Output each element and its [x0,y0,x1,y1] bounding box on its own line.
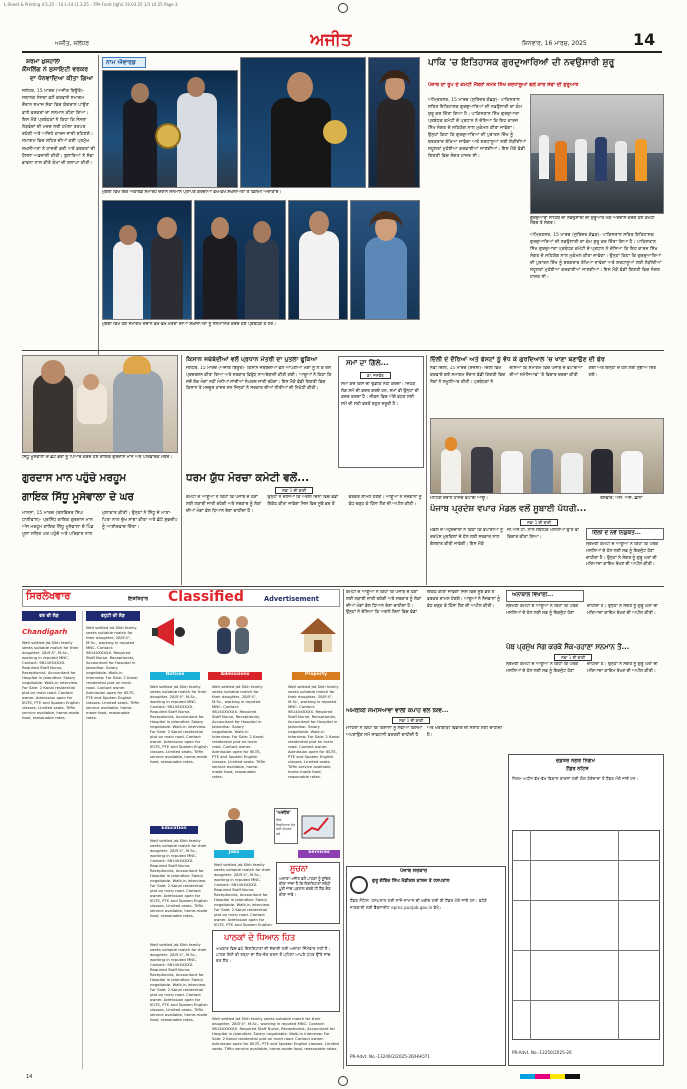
dharam-cont-tag: ਸਫ਼ਾ 1 ਦੀ ਬਾਕੀ [275,487,313,494]
masthead-date: ਸ਼ਿਨਵਾਰ, 16 ਮਾਰਚ, 2025 [522,40,587,47]
right-box-3-body: ਸ਼੍ਰੋਮਣੀ ਕਮੇਟੀ ਦੇ ਆਗੂਆਂ ਨੇ ਕਿਹਾ ਕਿ ਪੰਥਕ ਮਸਲਿਆਂ ਦੇ ਹੱਲ ਲਈ ਸਭ ਨੂੰ ਇਕਜੁੱਟ ਹੋਣਾ ਚਾਹੀਦਾ ਹੈ। ਉਨ੍ਹਾਂ ਨੇ ਸੰਗਤ ਨੂੰ ਗੁਰੂ ਘਰਾਂ ਦੀ ਮਰਿਆਦਾ ਕਾਇਮ ਰੱਖਣ ਦੀ ਅਪੀਲ ਕੀਤੀ। [506,662,658,674]
notice-table-row-4 [512,1000,660,1001]
delhi-caption-right: ਤਸਵੀਰ: ਐਸ. ਐਸ. ਛੀਨਾ [600,496,643,501]
right-notice-title: ਦਫ਼ਤਰ ਨਗਰ ਨਿਗਮ [556,758,595,764]
cls-tag-admissions: Admissions [208,672,262,680]
megaphone-icon [150,612,192,654]
left-story-headline-2: ਕੌਂਸਲਿੰਗ ਨੇ ਸੁਸਾਇਟੀ ਵਰਕਰ [22,66,89,73]
dharam-headline: ਧਰਮ ਯੁੱਧ ਮੋਰਚਾ ਕਮੇਟੀ ਵਲੋਂ... [186,472,310,484]
awards-tag-text: ਨਾਮ ਐਵਾਰਡ [106,59,136,66]
gurdas-headline-1: ਗੁਰਦਾਸ ਮਾਨ ਪਹੁੰਚੇ ਮਰਹੂਮ [22,472,127,484]
cls-column-9: Well settled Jat Sikh family seeks suitable match for their daughter, 28/5'4", M.Sc., working in reputed MNC. Contact: 98140XXXXX. Required Staff Nurse, Receptionist, Accountant for Hospital in Jalandhar. Salary negotiable. Walk-in interview. For Sale: 2 Kanal residential plot on main road. Contact owner. Admission open for IELTS, PTE and Spoken English classes. Limited seats. Tiffin service available, home-made food, reasonable rates. [212,1016,339,1051]
cls-column-1: Well settled Jat Sikh family seeks suitable match for their daughter, 28/5'4", M.Sc., working in reputed MNC. Contact: 98140XXXXX. Required Staff Nurse, Receptionist, Accountant for Hospital in Jalandhar. Salary negotiable. Walk-in interview. For Sale: 2 Kanal residential plot on main road. Contact owner. Admission open for IELTS, PTE and Spoken English classes. Limited seats. Tiffin service available, home-made food, reasonable rates. [22,640,80,720]
cls-tag-notices: Notices [150,672,200,680]
right-notice-body: ਨਿਗਮ ਅਧੀਨ ਵੱਖ-ਵੱਖ ਵਿਕਾਸ ਕਾਰਜਾਂ ਲਈ ਯੋਗ ਠੇਕੇਦਾਰਾਂ ਤੋਂ ਟੈਂਡਰ ਮੰਗੇ ਜਾਂਦੇ ਹਨ। [512,776,639,781]
masthead-logo: ਅਜੀਤ [310,30,352,50]
right-box-3-cont: ਸਫ਼ਾ 1 ਦੀ ਬਾਕੀ [554,654,592,661]
registration-mark-bottom [338,1076,348,1086]
govt-notice-body: ਟੈਂਡਰ ਨੋਟਿਸ: ਹਸਪਤਾਲ ਲਈ ਸਾਜ਼ੋ-ਸਾਮਾਨ ਦੀ ਖ਼ਰੀਦ ਲਈ ਈ-ਟੈਂਡਰ ਮੰਗੇ ਜਾਂਦੇ ਹਨ। ਵਧੇਰੇ ਜਾਣਕਾਰੀ ਲਈ ਵੈੱਬਸਾਈਟ eproc.punjab.gov.in ਵੇਖੋ। [350,898,487,910]
footer-page-left: 14 [26,1074,33,1080]
award-photo-4 [102,200,192,320]
businessman-icon [214,806,254,846]
column-box-body: ਸਮਾਂ ਕਦੇ ਕਿਸੇ ਦੀ ਉਡੀਕ ਨਹੀਂ ਕਰਦਾ। ਜਿਹੜੇ ਲੋਕ ਸਮੇਂ ਦੀ ਕਦਰ ਕਰਦੇ ਹਨ, ਸਮਾਂ ਵੀ ਉਨ੍ਹਾਂ ਦੀ ਕਦਰ ਕਰਦਾ ਹੈ। ਜੀਵਨ ਵਿਚ ਅੱਗੇ ਵਧਣ ਲਈ ਸਮੇਂ ਦੀ ਸਹੀ ਵਰਤੋਂ ਬਹੁਤ ਜ਼ਰੂਰੀ ਹੈ। [341,382,419,407]
pak-story-headline: ਪਾਕਿ 'ਚ ਇਤਿਹਾਸਕ ਗੁਰਦੁਆਰਿਆਂ ਦੀ ਨਵਉਸਾਰੀ ਸ਼ੁਰੂ [428,57,615,68]
cls-column-4: Well settled Jat Sikh family seeks suitable match for their daughter, 28/5'4", M.Sc., working in reputed MNC. Contact: 98140XXXXX. Required Staff Nurse, Receptionist, Accountant for Hospital in Jalandhar. Salary negotiable. Walk-in interview. For Sale: 2 Kanal residential plot on main road. Contact owner. Admission open for IELTS, PTE and Spoken English classes. Limited seats. Tiffin service available, home-made food, reasonable rates. [212,684,266,779]
punjab-cont-tag: ਸਫ਼ਾ 1 ਦੀ ਬਾਕੀ [520,519,558,526]
suchna-title: ਸੂਚਨਾ [290,864,309,873]
cls-tag-jobs: Jobs [214,850,254,858]
cls-column-5: Well settled Jat Sikh family seeks suitable match for their daughter, 28/5'4", M.Sc., working in reputed MNC. Contact: 98140XXXXX. Required Staff Nurse, Receptionist, Accountant for Hospital in Jalandhar. Salary negotiable. Walk-in interview. For Sale: 2 Kanal residential plot on main road. Contact owner. Admission open for IELTS, PTE and Spoken English classes. Limited seats. Tiffin service available, home-made food, reasonable rates. [288,684,340,779]
cls-div-1 [82,611,83,1069]
award-photo-2 [240,57,366,188]
ajit-contact-body: ਵਿਚ ਇਸ਼ਤਿਹਾਰ ਦੇਣ ਲਈ ਸੰਪਰਕ ਕਰੋ [276,818,296,836]
column-box-title: ਸਮਾਂ ਦਾ ਗਿੱਲੇ... [346,359,389,367]
pathka-body: ਅਖ਼ਬਾਰ ਵਿਚ ਛਪੇ ਇਸ਼ਤਿਹਾਰਾਂ ਦੀ ਸੱਚਾਈ ਲਈ ਅਦਾਰਾ ਜ਼ਿੰਮੇਵਾਰ ਨਹੀਂ ਹੈ। ਪਾਠਕ ਕਿਸੇ ਵੀ ਤਰ੍ਹਾਂ ਦਾ ਲੈਣ-ਦੇਣ ਕਰਨ ਤੋਂ ਪਹਿਲਾਂ ਆਪਣੇ ਪੱਧਰ ਉੱਤੇ ਜਾਂਚ ਕਰ ਲੈਣ। [216,946,331,964]
masthead-left-label: ਅਜੀਤ, ਜਲੰਧਰ [55,40,90,47]
page-number: 14 [633,30,656,49]
color-bar [520,1074,580,1079]
right-notice-ref: PR-Advt. No.-13250/2025-26 [512,1050,572,1055]
classified-punjabi-label: ਸਿਰਲੇਖਵਾਰ [26,591,71,602]
award-photo-3 [368,57,420,188]
award-photo-1 [102,70,238,188]
punjab-body: ਮੰਡਲ ਦੇ ਅਹੁਦੇਦਾਰਾਂ ਨੇ ਕਿਹਾ ਕਿ ਵਪਾਰੀਆਂ ਨੂੰ ਦਰਪੇਸ਼ ਮੁਸ਼ਕਿਲਾਂ ਦੇ ਹੱਲ ਲਈ ਸਰਕਾਰ ਨਾਲ ਗੱਲਬਾਤ ਕੀਤੀ ਜਾਵੇਗੀ। ਇਸ ਮੌਕੇ ਜੀ.ਐਸ.ਟੀ. ਨਾਲ ਸਬੰਧਿਤ ਮਸਲਿਆਂ ਉੱਤੇ ਵੀ ਵਿਚਾਰ ਕੀਤਾ ਗਿਆ। [430,528,579,547]
govt-notice-header: ਪੰਜਾਬ ਸਰਕਾਰ [400,868,428,874]
left-story-body: ਜਲੰਧਰ, 15 ਮਾਰਚ (ਅਜੀਤ ਬਿਊਰੋ)- ਸਥਾਨਕ ਸੰਸਥਾ ਵਲੋਂ ਕਰਵਾਏ ਸਮਾਗਮ ਦੌਰਾਨ ਸਮਾਜ ਸੇਵਾ ਵਿਚ ਯੋਗਦਾਨ ਪਾਉਣ ਵਾਲੇ ਵਰਕਰਾਂ ਦਾ ਸਨਮਾਨ ਕੀਤਾ ਗਿਆ। ਇਸ ਮੌਕੇ ਪ੍ਰਬੰਧਕਾਂ ਨੇ ਕਿਹਾ ਕਿ ਸੰਸਥਾ ਲੋੜਵੰਦਾਂ ਦੀ ਮਦਦ ਲਈ ਹਮੇਸ਼ਾ ਤਤਪਰ ਰਹੇਗੀ ਅਤੇ ਅਜਿਹੇ ਕਾਰਜ ਜਾਰੀ ਰਹਿਣਗੇ। ਸਮਾਗਮ ਵਿਚ ਸ਼ਹਿਰ ਦੀਆਂ ਕਈ ਪ੍ਰਮੁੱਖ ਸ਼ਖ਼ਸੀਅਤਾਂ ਨੇ ਹਾਜ਼ਰੀ ਭਰੀ ਅਤੇ ਵਰਕਰਾਂ ਦੀ ਹੌਸਲਾ ਅਫ਼ਜ਼ਾਈ ਕੀਤੀ। ਬੁਲਾਰਿਆਂ ਨੇ ਸੇਵਾ ਭਾਵਨਾ ਨਾਲ ਕੀਤੇ ਕੰਮਾਂ ਦੀ ਸ਼ਲਾਘਾ ਕੀਤੀ। [22,89,95,167]
cls-column-3: Well settled Jat Sikh family seeks suitable match for their daughter, 28/5'4", M.Sc., working in reputed MNC. Contact: 98140XXXXX. Required Staff Nurse, Receptionist, Accountant for Hospital in Jalandhar. Salary negotiable. Walk-in interview. For Sale: 2 Kanal residential plot on main road. Contact owner. Admission open for IELTS, PTE and Spoken English classes. Limited seats. Tiffin service available, home-made food, reasonable rates. [150,684,208,764]
column-box-subtitle: ਡਾ. ਜਸਵੰਤ [360,372,391,379]
cls-tag-property: Property [292,672,340,680]
cls-tag-services: Services [298,850,340,858]
cls-column-7: Well settled Jat Sikh family seeks suitable match for their daughter, 28/5'4", M.Sc., working in reputed MNC. Contact: 98140XXXXX. Required Staff Nurse, Receptionist, Accountant for Hospital in Jalandhar. Salary negotiable. Walk-in interview. For Sale: 2 Kanal residential plot on main road. Contact owner. Admission open for IELTS, PTE and Spoken English [214,862,272,926]
right-box-2-text: ਅਨਾਥਾਲੇ ਵਿਖਾਈ... [512,592,554,598]
punjab-headline: ਪੰਜਾਬ ਪ੍ਰਦੇਸ਼ ਵਪਾਰ ਮੰਡਲ ਵਲੋਂ ਸੂਬਾਈ ਪੱਧਰੀ... [430,504,587,514]
cls-column-8: Well settled Jat Sikh family seeks suitable match for their daughter, 28/5'4", M.Sc., working in reputed MNC. Contact: 98140XXXXX. Required Staff Nurse, Receptionist, Accountant for Hospital in Jalandhar. Salary negotiable. Walk-in interview. For Sale: 2 Kanal residential plot on main road. Contact owner. Admission open for IELTS, PTE and Spoken English classes. Limited seats. Tiffin service available, home-made food, reasonable rates. [150,942,208,1022]
gurdas-headline-2: ਗਾਇਕ ਸਿੱਧੂ ਮੂਸੇਵਾਲਾ ਦੇ ਘਰ [22,491,134,503]
right-box-3-headline: ਪੰਥ ਪ੍ਰਮੁੱਖ ਸੰਗ ਕਰਕੇ ਸੈਕ-ਰਹਾਣਾ ਸਨਮਾਨ ਤੋਂ... [506,643,630,651]
pak-story-caption: ਗੁਰਦੁਆਰਾ ਸਾਹਿਬ ਦੀ ਨਵਉਸਾਰੀ ਦੀ ਸ਼ੁਰੂਆਤ ਮੌਕੇ ਅਰਦਾਸ ਕਰਦੇ ਹੋਏ ਕਮੇਟੀ ਮੈਂਬਰ ਤੇ ਸੰਗਤ। [530,216,655,227]
right-notice-subtitle: ਟੈਂਡਰ ਨੋਟਿਸ [566,766,589,772]
classified-title: Classified [168,589,244,605]
right-box-1-body: ਸ਼੍ਰੋਮਣੀ ਕਮੇਟੀ ਦੇ ਆਗੂਆਂ ਨੇ ਕਿਹਾ ਕਿ ਪੰਥਕ ਮਸਲਿਆਂ ਦੇ ਹੱਲ ਲਈ ਸਭ ਨੂੰ ਇਕਜੁੱਟ ਹੋਣਾ ਚਾਹੀਦਾ ਹੈ। ਉਨ੍ਹਾਂ ਨੇ ਸੰਗਤ ਨੂੰ ਗੁਰੂ ਘਰਾਂ ਦੀ ਮਰਿਆਦਾ ਕਾਇਮ ਰੱਖਣ ਦੀ ਅਪੀਲ ਕੀਤੀ। [586,542,659,568]
notice-table [512,830,660,1040]
govt-notice-ref: PR-Advt. No.-13249/2/2025-26/HHO71 [350,1054,431,1059]
middle-story-body: ਜਲੰਧਰ, 15 ਮਾਰਚ (ਅਜੀਤ ਬਿਊਰੋ)- ਕਿਸਾਨ ਜਥੇਬੰਦੀਆਂ ਵਲੋਂ ਆਪਣੀਆਂ ਮੰਗਾਂ ਨੂੰ ਲੈ ਕੇ ਰੋਸ ਪ੍ਰਦਰਸ਼ਨ ਕੀਤਾ ਗਿਆ ਅਤੇ ਸਰਕਾਰ ਵਿਰੁੱਧ ਨਾਅਰੇਬਾਜ਼ੀ ਕੀਤੀ ਗਈ। ਆਗੂਆਂ ਨੇ ਕਿਹਾ ਕਿ ਜਦੋਂ ਤੱਕ ਮੰਗਾਂ ਨਹੀਂ ਮੰਨੀਆਂ ਜਾਂਦੀਆਂ ਸੰਘਰਸ਼ ਜਾਰੀ ਰਹੇਗਾ। ਇਸ ਮੌਕੇ ਵੱਡੀ ਗਿਣਤੀ ਵਿਚ ਕਿਸਾਨ ਤੇ ਮਜ਼ਦੂਰ ਹਾਜ਼ਰ ਸਨ ਜਿਨ੍ਹਾਂ ਨੇ ਸਰਕਾਰ ਦੀਆਂ ਨੀਤੀਆਂ ਦੀ ਨਿਖੇਧੀ ਕੀਤੀ। [186,366,332,392]
registration-mark-top [338,3,348,13]
america-cont-tag: ਸਫ਼ਾ 1 ਦੀ ਬਾਕੀ [392,717,430,724]
pak-story-body: ਅੰਮ੍ਰਿਤਸਰ, 15 ਮਾਰਚ (ਸੁਰਿੰਦਰ ਕੋਛੜ)- ਪਾਕਿਸਤਾਨ ਸਥਿਤ ਇਤਿਹਾਸਕ ਗੁਰਦੁਆਰਿਆਂ ਦੀ ਨਵਉਸਾਰੀ ਦਾ ਕੰਮ ਸ਼ੁਰੂ ਕਰ ਦਿੱਤਾ ਗਿਆ ਹੈ। ਪਾਕਿਸਤਾਨ ਸਿੱਖ ਗੁਰਦੁਆਰਾ ਪ੍ਰਬੰਧਕ ਕਮੇਟੀ ਦੇ ਪ੍ਰਧਾਨ ਨੇ ਦੱਸਿਆ ਕਿ ਇਹ ਕਾਰਜ ਸਿੱਖ ਸੰਗਤ ਦੇ ਸਹਿਯੋਗ ਨਾਲ ਮੁਕੰਮਲ ਕੀਤਾ ਜਾਵੇਗਾ। ਉਨ੍ਹਾਂ ਕਿਹਾ ਕਿ ਗੁਰਦੁਆਰਿਆਂ ਦੀ ਪੁਰਾਤਨ ਦਿੱਖ ਨੂੰ ਬਰਕਰਾਰ ਰੱਖਿਆ ਜਾਵੇਗਾ ਅਤੇ ਸ਼ਰਧਾਲੂਆਂ ਲਈ ਲੋੜੀਂਦੀਆਂ ਸਹੂਲਤਾਂ ਮੁਹੱਈਆ ਕਰਵਾਈਆਂ ਜਾਣਗੀਆਂ। ਇਸ ਮੌਕੇ ਵੱਡੀ ਗਿਣਤੀ ਵਿਚ ਸੰਗਤ ਹਾਜ਼ਰ ਸੀ। [428,98,526,159]
middle-story-headline: ਕਿਸਾਨ ਜਥੇਬੰਦੀਆਂ ਵਲੋਂ ਪ੍ਰਧਾਨ ਮੰਤਰੀ ਦਾ ਪੁਤਲਾ ਫੂਕਿਆ [186,356,318,363]
notice-table-row-2 [512,900,660,901]
classified-sub-label: ਇਸ਼ਤਿਹਾਰ [128,596,149,602]
america-body: ਮਾਹਿਰਾਂ ਨੇ ਕਿਹਾ ਕਿ ਕਿਸਾਨਾਂ ਨੂੰ ਨਵੀਆਂ ਕਿਸਮਾਂ ਅਪਣਾਉਣ ਸਮੇਂ ਸਾਵਧਾਨੀ ਵਰਤਣੀ ਚਾਹੀਦੀ ਹੈ ਅਤੇ ਖੇਤੀਬਾੜੀ ਵਿਭਾਗ ਦੀ ਸਲਾਹ ਲੈਣੀ ਚਾਹੀਦੀ ਹੈ। [346,726,502,738]
cls-header-1-text: ਵਰ ਦੀ ਲੋੜ [39,614,59,619]
delhi-caption-left: ਮੀਟਿੰਗ ਦੌਰਾਨ ਹਾਜ਼ਰ ਵਪਾਰੀ ਆਗੂ। [430,496,488,501]
gurdas-photo [22,355,178,453]
delhi-photo [430,418,664,494]
govt-notice-logo [350,876,368,894]
cls-column-6: Well settled Jat Sikh family seeks suitable match for their daughter, 28/5'4", M.Sc., working in reputed MNC. Contact: 98140XXXXX. Required Staff Nurse, Receptionist, Accountant for Hospital in Jalandhar. Salary negotiable. Walk-in interview. For Sale: 2 Kanal residential plot on main road. Contact owner. Admission open for IELTS, PTE and Spoken English classes. Limited seats. Tiffin service available, home-made food, reasonable rates. [150,838,208,918]
govt-notice-title: ਗੁਰੂ ਗੋਬਿੰਦ ਸਿੰਘ ਮੈਡੀਕਲ ਕਾਲਜ ਤੇ ਹਸਪਤਾਲ [372,879,450,884]
left-story-headline-1: ਸ਼ਰਮਾ ਖ਼ੁਸ਼ਹਾਲਾ [26,58,61,65]
cls-badge-1: Chandigarh [22,628,68,636]
cls-column-2: Well settled Jat Sikh family seeks suitable match for their daughter, 28/5'4", M.Sc., working in reputed MNC. Contact: 98140XXXXX. Required Staff Nurse, Receptionist, Accountant for Hospital in Jalandhar. Salary negotiable. Walk-in interview. For Sale: 2 Kanal residential plot on main road. Contact owner. Admission open for IELTS, PTE and Spoken English classes. Limited seats. Tiffin service available, home-made food, reasonable rates. [86,625,140,720]
suchna-body: ਅਦਾਰਾ ਅਜੀਤ ਵਲੋਂ ਪਾਠਕਾਂ ਨੂੰ ਸੂਚਿਤ ਕੀਤਾ ਜਾਂਦਾ ਹੈ ਕਿ ਇਸ਼ਤਿਹਾਰਾਂ ਸਬੰਧੀ ਪੂਰੀ ਜਾਂਚ ਪੜਤਾਲ ਕਰਕੇ ਹੀ ਲੈਣ-ਦੇਣ ਕੀਤਾ ਜਾਵੇ। [279,876,331,897]
notice-table-row-1 [512,860,660,861]
dharam-body: ਕਮੇਟੀ ਦੇ ਆਗੂਆਂ ਨੇ ਕਿਹਾ ਕਿ ਪੰਜਾਬ ਦੇ ਹੱਕਾਂ ਲਈ ਲੜਾਈ ਜਾਰੀ ਰਹੇਗੀ ਅਤੇ ਸਰਕਾਰ ਨੂੰ ਲੋਕਾਂ ਦੀਆਂ ਮੰਗਾਂ ਵੱਲ ਧਿਆਨ ਦੇਣਾ ਚਾਹੀਦਾ ਹੈ। ਉਨ੍ਹਾਂ ਨੇ ਦੱਸਿਆ ਕਿ ਅਗਲੇ ਦਿਨਾਂ ਵਿਚ ਵੱਡਾ ਇਕੱਠ ਕੀਤਾ ਜਾਵੇਗਾ ਜਿਸ ਵਿਚ ਸੂਬੇ ਭਰ ਤੋਂ ਵਰਕਰ ਸ਼ਾਮਲ ਹੋਣਗੇ। ਆਗੂਆਂ ਨੇ ਨੌਜਵਾਨਾਂ ਨੂੰ ਵੱਧ ਚੜ੍ਹ ਕੇ ਹਿੱਸਾ ਲੈਣ ਦੀ ਅਪੀਲ ਕੀਤੀ। [186,495,422,514]
notice-table-col-2 [618,830,619,1040]
col-divider-4 [343,589,344,1069]
delhi-headline: ਦਿੱਲੀ ਦੇ ਦੌਰਿਆਂ ਅਤੇ ਫੇਸਟਾਂ ਨੂੰ ਵੱਧ ਕੇ ਗੁਰਦਿਆਲ 'ਚ ਖਾਣਾ ਬਣਾਉਣ ਦੀ ਫੇਰ [430,356,605,363]
cls-header-2-text: ਵਹੁਟੀ ਦੀ ਲੋੜ [101,614,125,619]
ajit-contact-label: 'ਅਜੀਤ' [276,811,291,816]
col-divider-2 [181,355,182,585]
gurdas-caption: ਸਿੱਧੂ ਮੂਸੇਵਾਲਾ ਦੇ ਛੋਟੇ ਭਰਾ ਨੂੰ ਪਿਆਰ ਕਰਦੇ ਹੋਏ ਗਾਇਕ ਗੁਰਦਾਸ ਮਾਨ ਅਤੇ ਪਰਿਵਾਰਕ ਮੈਂਬਰ। [22,455,173,460]
award-photo-7 [350,200,420,320]
award-photo-5 [194,200,286,320]
col-divider-3 [426,355,427,585]
right-box-2-body: ਸ਼੍ਰੋਮਣੀ ਕਮੇਟੀ ਦੇ ਆਗੂਆਂ ਨੇ ਕਿਹਾ ਕਿ ਪੰਥਕ ਮਸਲਿਆਂ ਦੇ ਹੱਲ ਲਈ ਸਭ ਨੂੰ ਇਕਜੁੱਟ ਹੋਣਾ ਚਾਹੀਦਾ ਹੈ। ਉਨ੍ਹਾਂ ਨੇ ਸੰਗਤ ਨੂੰ ਗੁਰੂ ਘਰਾਂ ਦੀ ਮਰਿਆਦਾ ਕਾਇਮ ਰੱਖਣ ਦੀ ਅਪੀਲ ਕੀਤੀ। [506,604,658,616]
delhi-body: ਨਵੀਂ ਦਿੱਲੀ, 15 ਮਾਰਚ (ਏਜੰਸੀ)- ਦਿੱਲੀ ਵਿਖੇ ਕਰਵਾਏ ਗਏ ਸਮਾਗਮ ਦੌਰਾਨ ਵੱਡੀ ਗਿਣਤੀ ਵਿਚ ਲੋਕਾਂ ਨੇ ਸ਼ਮੂਲੀਅਤ ਕੀਤੀ। ਪ੍ਰਬੰਧਕਾਂ ਨੇ ਦੱਸਿਆ ਕਿ ਸਮਾਗਮ ਵਿਚ ਪੰਜਾਬ ਦੇ ਵਪਾਰੀਆਂ ਦੀਆਂ ਸਮੱਸਿਆਵਾਂ 'ਤੇ ਵਿਚਾਰ ਚਰਚਾ ਕੀਤੀ ਗਈ ਅਤੇ ਇਨ੍ਹਾਂ ਦੇ ਹੱਲ ਲਈ ਸੁਝਾਅ ਦਿੱਤੇ ਗਏ। [430,366,657,385]
masthead-rule [22,51,662,53]
gurdwara-photo [530,94,664,214]
pak-story-body-right: ਅੰਮ੍ਰਿਤਸਰ, 15 ਮਾਰਚ (ਸੁਰਿੰਦਰ ਕੋਛੜ)- ਪਾਕਿਸਤਾਨ ਸਥਿਤ ਇਤਿਹਾਸਕ ਗੁਰਦੁਆਰਿਆਂ ਦੀ ਨਵਉਸਾਰੀ ਦਾ ਕੰਮ ਸ਼ੁਰੂ ਕਰ ਦਿੱਤਾ ਗਿਆ ਹੈ। ਪਾਕਿਸਤਾਨ ਸਿੱਖ ਗੁਰਦੁਆਰਾ ਪ੍ਰਬੰਧਕ ਕਮੇਟੀ ਦੇ ਪ੍ਰਧਾਨ ਨੇ ਦੱਸਿਆ ਕਿ ਇਹ ਕਾਰਜ ਸਿੱਖ ਸੰਗਤ ਦੇ ਸਹਿਯੋਗ ਨਾਲ ਮੁਕੰਮਲ ਕੀਤਾ ਜਾਵੇਗਾ। ਉਨ੍ਹਾਂ ਕਿਹਾ ਕਿ ਗੁਰਦੁਆਰਿਆਂ ਦੀ ਪੁਰਾਤਨ ਦਿੱਖ ਨੂੰ ਬਰਕਰਾਰ ਰੱਖਿਆ ਜਾਵੇਗਾ ਅਤੇ ਸ਼ਰਧਾਲੂਆਂ ਲਈ ਲੋੜੀਂਦੀਆਂ ਸਹੂਲਤਾਂ ਮੁਹੱਈਆ ਕਰਵਾਈਆਂ ਜਾਣਗੀਆਂ। ਇਸ ਮੌਕੇ ਵੱਡੀ ਗਿਣਤੀ ਵਿਚ ਸੰਗਤ ਹਾਜ਼ਰ ਸੀ। [530,233,662,280]
chart-icon [298,806,340,846]
top-section-rule [22,350,664,351]
mid-section-rule [22,586,664,587]
people-icon [210,612,256,658]
cls-tag-education: Education [150,826,198,834]
house-icon [296,612,340,656]
pathka-title: ਪਾਠਕਾਂ ਦੇ ਧਿਆਨ ਹਿਤ [224,932,296,942]
left-col-divider [98,55,99,355]
awards-caption-bottom: ਮੁੰਬਈ ਵਿਖੇ ਹੋਏ ਸਮਾਗਮ ਦੌਰਾਨ ਵੱਖ-ਵੱਖ ਖੇਤਰਾਂ ਦੀਆਂ ਸ਼ਖ਼ਸੀਅਤਾਂ ਨੂੰ ਸਨਮਾਨਿਤ ਕਰਦੇ ਹੋਏ ਪ੍ਰਬੰਧਕ ਤੇ ਹੋਰ। [102,322,276,327]
notice-table-row-3 [512,950,660,951]
america-headline: ਅਮਰੀਕੀ ਸਮਸਿਆਵਾਂ ਵਾਲੀ ਕਪਾਹ ਵਲੋਂ ਕਿਵੇਂ... [346,708,449,714]
classified-subtitle: Advertisement [264,595,319,603]
dharam-body-cont: ਕਮੇਟੀ ਦੇ ਆਗੂਆਂ ਨੇ ਕਿਹਾ ਕਿ ਪੰਜਾਬ ਦੇ ਹੱਕਾਂ ਲਈ ਲੜਾਈ ਜਾਰੀ ਰਹੇਗੀ ਅਤੇ ਸਰਕਾਰ ਨੂੰ ਲੋਕਾਂ ਦੀਆਂ ਮੰਗਾਂ ਵੱਲ ਧਿਆਨ ਦੇਣਾ ਚਾਹੀਦਾ ਹੈ। ਉਨ੍ਹਾਂ ਨੇ ਦੱਸਿਆ ਕਿ ਅਗਲੇ ਦਿਨਾਂ ਵਿਚ ਵੱਡਾ ਇਕੱਠ ਕੀਤਾ ਜਾਵੇਗਾ ਜਿਸ ਵਿਚ ਸੂਬੇ ਭਰ ਤੋਂ ਵਰਕਰ ਸ਼ਾਮਲ ਹੋਣਗੇ। ਆਗੂਆਂ ਨੇ ਨੌਜਵਾਨਾਂ ਨੂੰ ਵੱਧ ਚੜ੍ਹ ਕੇ ਹਿੱਸਾ ਲੈਣ ਦੀ ਅਪੀਲ ਕੀਤੀ। [346,590,500,616]
left-story-headline-3: ਦਾ ਧੰਨਵਾਦਿਆ ਕੀਤਾ ਗਿਆ [30,75,94,82]
right-box-1-text: ਦਿੱਲੀ ਦੇ ਨਵੇਂ ਨਿਯੁਕਤ... [592,530,641,536]
notice-table-col-1 [530,830,531,1040]
pak-story-subhead: ਪੰਜਾਬ ਦਾ ਰੂਪ ਦੇ ਕਮੇਟੀ ਮੈਂਬਰਾਂ ਸਮੇਤ ਸਿੱਖ ਸ਼ਰਧਾਲੂਆਂ ਵਲੋਂ ਕਾਰ ਸੇਵਾ ਦੀ ਸ਼ੁਰੂਆਤ [428,82,579,88]
awards-caption-top: ਮੁੰਬਈ ਵਿਖੇ ਇਕ ਐਵਾਰਡ ਸਮਾਰੋਹ ਦੌਰਾਨ ਸਨਮਾਨ ਪ੍ਰਾਪਤ ਕਰਦੀਆਂ ਵੱਖ-ਵੱਖ ਸ਼ਖ਼ਸੀਅਤਾਂ ਤੇ ਫ਼ਿਲਮੀ ਅਦਾਕਾਰ। [102,190,282,195]
award-photo-6 [288,200,348,320]
gurdas-body: ਮਾਨਸਾ, 15 ਮਾਰਚ (ਬਲਵਿੰਦਰ ਸਿੰਘ ਧਾਲੀਵਾਲ)- ਪ੍ਰਸਿੱਧ ਗਾਇਕ ਗੁਰਦਾਸ ਮਾਨ ਅੱਜ ਮਰਹੂਮ ਗਾਇਕ ਸਿੱਧੂ ਮੂਸੇਵਾਲਾ ਦੇ ਪਿੰਡ ਮੂਸਾ ਸਥਿਤ ਘਰ ਪਹੁੰਚੇ ਅਤੇ ਪਰਿਵਾਰ ਨਾਲ ਮੁਲਾਕਾਤ ਕੀਤੀ। ਉਨ੍ਹਾਂ ਨੇ ਸਿੱਧੂ ਦੇ ਮਾਤਾ-ਪਿਤਾ ਨਾਲ ਦੁੱਖ ਸਾਂਝਾ ਕੀਤਾ ਅਤੇ ਛੋਟੇ ਸ਼ੁਭਦੀਪ ਨੂੰ ਆਸ਼ੀਰਵਾਦ ਦਿੱਤਾ। [22,511,178,537]
file-info-strip: L-Sheet & Printing 4.5.25 - 14 L-14 (1.3.25 - 7PA-Front (lgfx) 19.03.25 1/3 L4 25 Page 3 [4,2,178,7]
